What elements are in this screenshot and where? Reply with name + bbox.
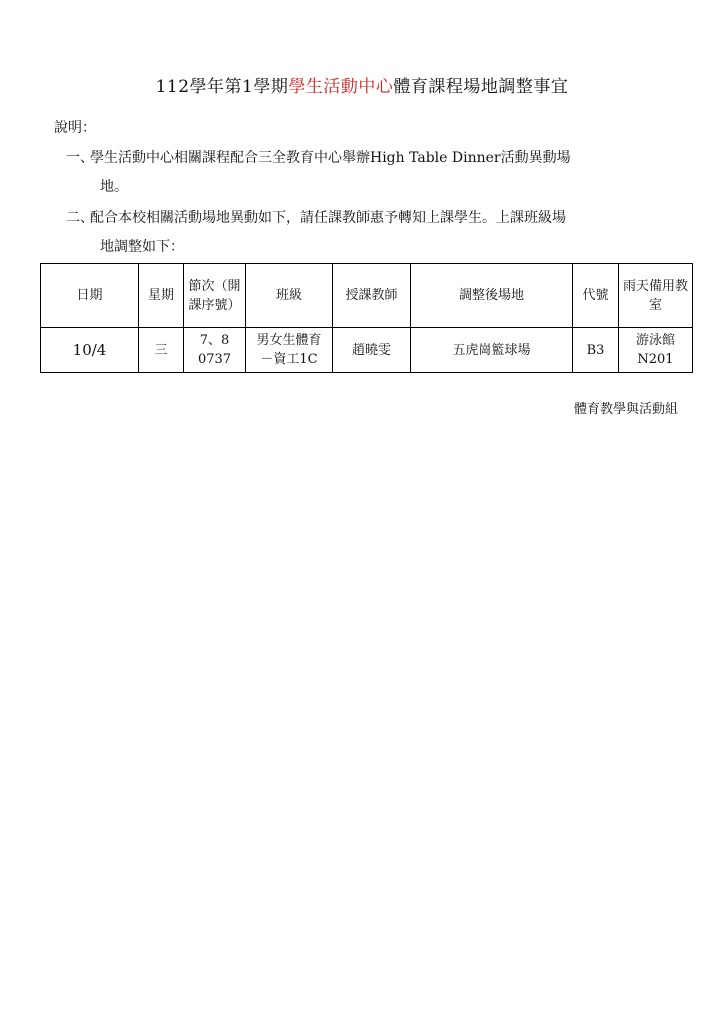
title-suffix: 體育課程場地調整事宜: [393, 77, 569, 97]
notice-item-2: [66, 204, 566, 262]
page-title: [0, 72, 724, 97]
rain-room-line-1: 游泳館: [635, 333, 675, 348]
cell-teacher: 趙曉雯: [333, 328, 411, 373]
class-line-1: 男女生體育: [256, 333, 322, 348]
class-line-2: －資工1C: [260, 352, 318, 367]
notice-item-1: [66, 144, 571, 202]
item-text-continued: 地。: [100, 179, 128, 195]
item-text: 配合本校相關活動場地異動如下，請任課教師惠予轉知上課學生。上課班級場: [90, 210, 566, 226]
table-header-row: [41, 264, 693, 328]
title-prefix: 112學年第1學期: [155, 77, 289, 97]
cell-date: 10/4: [41, 328, 139, 373]
period-value: 7、8: [199, 333, 230, 348]
header-code: 代號: [573, 264, 619, 328]
schedule-table: [40, 263, 693, 373]
title-highlight: 學生活動中心: [288, 77, 394, 97]
serial-value: 0737: [197, 352, 232, 367]
header-date: 日期: [41, 264, 139, 328]
header-period: 節次（開課序號）: [184, 264, 246, 328]
rain-room-line-2: N201: [637, 352, 674, 367]
header-rain-room: 雨天備用教室: [619, 264, 693, 328]
header-class: 班級: [246, 264, 333, 328]
item-text-continued: 地調整如下：: [100, 239, 184, 255]
cell-class: [246, 328, 333, 373]
cell-code: B3: [573, 328, 619, 373]
item-number: 二、: [66, 210, 94, 226]
intro-label: 說明：: [54, 120, 96, 136]
header-weekday: 星期: [139, 264, 184, 328]
item-text: 學生活動中心相關課程配合三全教育中心舉辦High Table Dinner活動異動場: [90, 150, 571, 166]
cell-period: [184, 328, 246, 373]
header-venue: 調整後場地: [411, 264, 573, 328]
cell-venue: 五虎崗籃球場: [411, 328, 573, 373]
signature: 體育教學與活動組: [573, 402, 678, 417]
table-row: [41, 328, 693, 373]
cell-weekday: 三: [139, 328, 184, 373]
header-teacher: 授課教師: [333, 264, 411, 328]
cell-rain-room: [619, 328, 693, 373]
item-number: 一、: [66, 150, 94, 166]
